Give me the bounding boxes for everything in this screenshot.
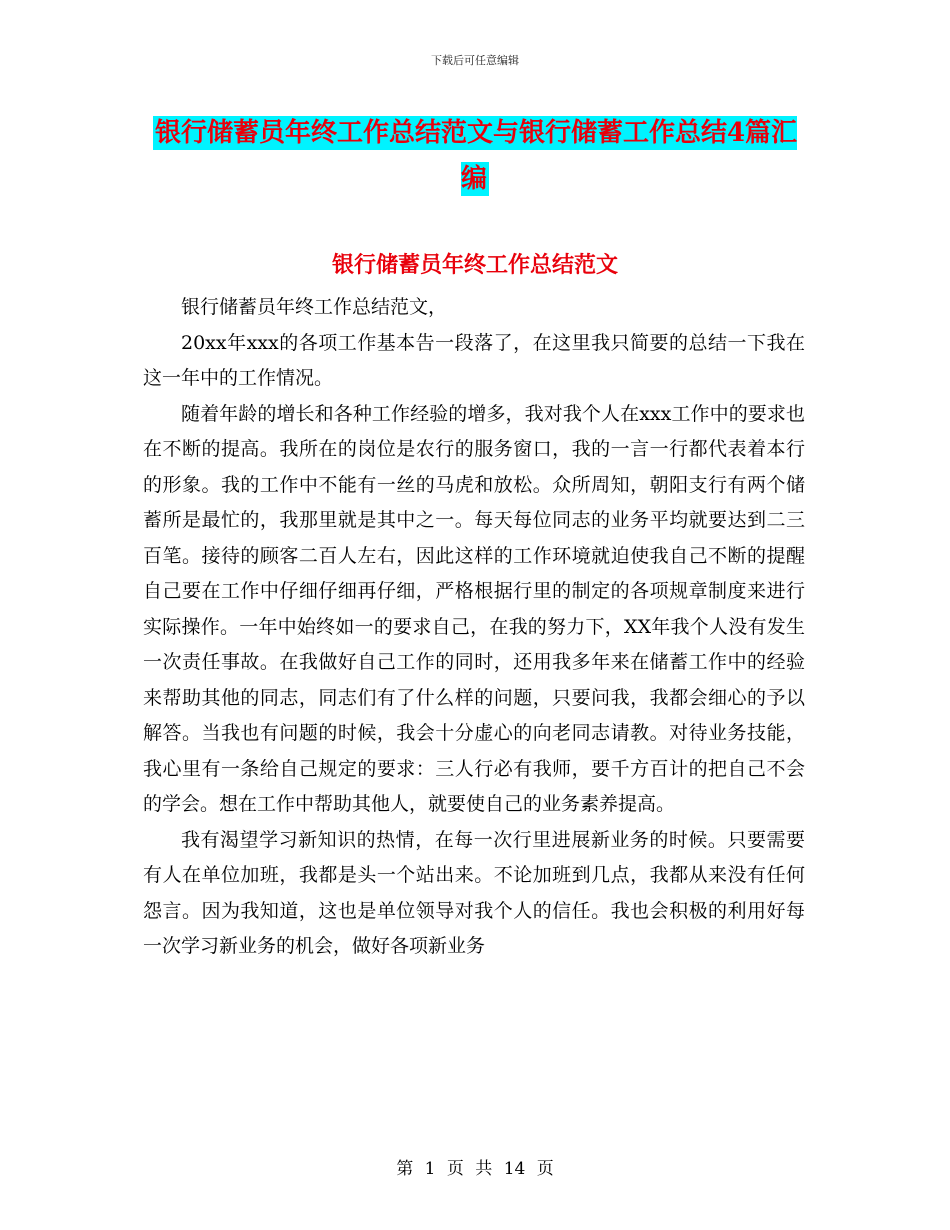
section-title: 银行储蓄员年终工作总结范文 (331, 252, 618, 278)
paragraph: 银行储蓄员年终工作总结范文， (181, 296, 448, 318)
page-indicator: 第 1 页 共 14 页 (396, 1159, 554, 1179)
paragraph: 随着年龄的增长和各种工作经验的增多，我对我个人在xxx工作中的要求也在不断的提高。我所在的岗位是农行的服务窗口，我的一言一行都代表着本行的形象。我的工作中不能有一丝的马虎和放松。众所周知，朝阳支行有两个储蓄所是最忙的，我那里就是其中之一。每天每位同志的业务平均就要达到二三百笔。接待的顾客二百人左右，因此这样的工作环境就迫使我自己不断的提醒自己要在工作中仔细仔细再仔细，严格根据行里的制定的各项规章制度来进行实际操作。一年中始终如一的要求自己，在我的努力下，XX年我个人没有发生一次责任事故。在我做好自己工作的同时，还用我多年来在储蓄工作中的经验来帮助其他的同志，同志们有了什么样的问题，只要问我，我都会细心的予以解答。当我也有问题的时候，我会十分虚心的向老同志请教。对待业务技能，我心里有一条给自己规定的要求：三人行必有我师，要千方百计的把自己不会的学会。想在工作中帮助其他人，就要使自己的业务素养提高。 (143, 402, 805, 815)
paragraph: 我有渴望学习新知识的热情，在每一次行里进展新业务的时候。只要需要有人在单位加班，我都是头一个站出来。不论加班到几点，我都从来没有任何怨言。因为我知道，这也是单位领导对我个人的信任。我也会积极的利用好每一次学习新业务的机会，做好各项新业务 (143, 828, 805, 957)
paragraph: 20xx年xxx的各项工作基本告一段落了，在这里我只简要的总结一下我在这一年中的工作情况。 (143, 331, 805, 389)
document-title (140, 110, 810, 202)
header-note: 下载后可任意编辑 (431, 54, 519, 67)
document-title-text: 银行储蓄员年终工作总结范文与银行储蓄工作总结4篇汇编 (154, 118, 798, 194)
document-body (143, 290, 805, 965)
